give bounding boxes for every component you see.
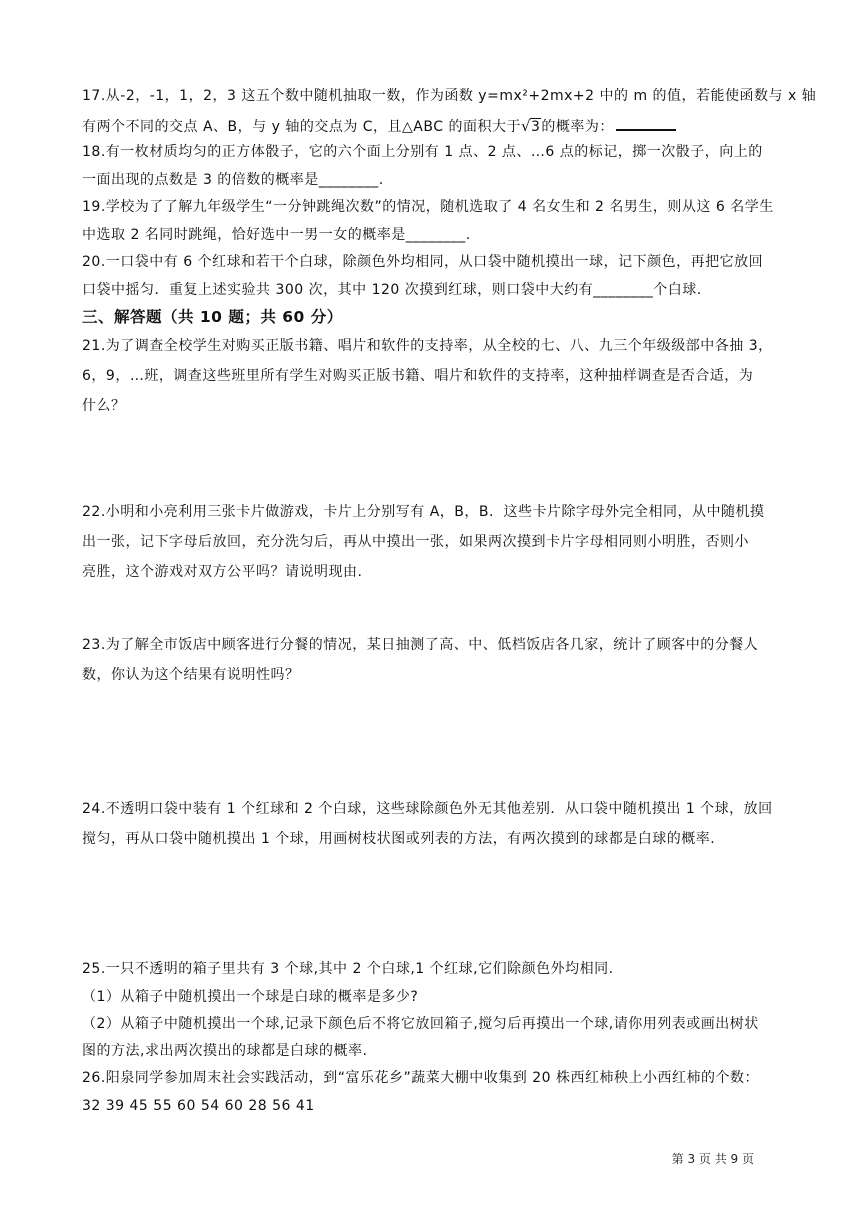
question-23-line-2: 数，你认为这个结果有说明性吗？: [82, 667, 300, 683]
question-21-line-2: 6，9，…班，调查这些班里所有学生对购买正版书籍、唱片和软件的支持率，这种抽样调查是否合适，为: [82, 368, 754, 384]
question-24-line-2: 搅匀，再从口袋中随机摸出 1 个球，用画树枝状图或列表的方法，有两次摸到的球都是白球的概率.: [82, 831, 716, 847]
question-17-line-2: [82, 115, 782, 137]
question-22-line-2: 出一张，记下字母后放回，充分洗匀后，再从中摸出一张，如果两次摸到卡片字母相同则小明胜，否则小: [82, 534, 749, 550]
page-number-footer: 第 3 页 共 9 页: [671, 1152, 754, 1166]
question-25-part-1: （1）从箱子中随机摸出一个球是白球的概率是多少?: [82, 989, 419, 1005]
question-19-line-1: 19.学校为了了解九年级学生“一分钟跳绳次数”的情况，随机选取了 4 名女生和 2 名男生，则从这 6 名学生: [82, 199, 774, 215]
question-26-line-1: 26.阳泉同学参加周末社会实践活动，到“富乐花乡”蔬菜大棚中收集到 20 株西红柿秧上小西红柿的个数：: [82, 1070, 759, 1086]
question-25-line-1: 25.一只不透明的箱子里共有 3 个球,其中 2 个白球,1 个红球,它们除颜色外均相同.: [82, 961, 614, 977]
question-21-line-3: 什么？: [82, 398, 126, 414]
sqrt-expression: [521, 117, 541, 137]
question-21-line-1: 21.为了调查全校学生对购买正版书籍、唱片和软件的支持率，从全校的七、八、九三个年级级部中各抽 3，: [82, 338, 773, 354]
sqrt-radicand: 3: [530, 119, 541, 135]
question-20-line-2: 口袋中摇匀．重复上述实验共 300 次，其中 120 次摸到红球，则口袋中大约有________个白球.: [82, 282, 702, 298]
question-17-text: 有两个不同的交点 A、B，与 y 轴的交点为 C，且△ABC 的面积大于: [82, 119, 521, 135]
question-18-line-2: 一面出现的点数是 3 的倍数的概率是________.: [82, 172, 384, 188]
question-25-part-2-cont: 图的方法,求出两次摸出的球都是白球的概率.: [82, 1043, 368, 1059]
section-heading: 三、解答题（共 10 题；共 60 分）: [82, 308, 343, 326]
question-20-line-1: 20.一口袋中有 6 个红球和若干个白球，除颜色外均相同，从口袋中随机摸出一球，记下颜色，再把它放回: [82, 254, 764, 270]
question-19-line-2: 中选取 2 名同时跳绳，恰好选中一男一女的概率是________.: [82, 227, 471, 243]
question-25-part-2: （2）从箱子中随机摸出一个球,记录下颜色后不将它放回箱子,搅匀后再摸出一个球,请你用列表或画出树状: [82, 1016, 759, 1032]
question-22-line-3: 亮胜，这个游戏对双方公平吗？请说明现由.: [82, 564, 363, 580]
question-17-text-end: 的概率为：: [541, 119, 614, 135]
question-23-line-1: 23.为了解全市饭店中顾客进行分餐的情况，某日抽测了高、中、低档饭店各几家，统计了顾客中的分餐人: [82, 637, 759, 653]
question-22-line-1: 22.小明和小亮利用三张卡片做游戏，卡片上分别写有 A，B，B．这些卡片除字母外完全相同，从中随机摸: [82, 504, 765, 520]
question-26-data: 32 39 45 55 60 54 60 28 56 41: [82, 1098, 315, 1114]
answer-blank: [616, 115, 676, 131]
question-24-line-1: 24.不透明口袋中装有 1 个红球和 2 个白球，这些球除颜色外无其他差别．从口袋中随机摸出 1 个球，放回: [82, 801, 773, 817]
question-18-line-1: 18.有一枚材质均匀的正方体骰子，它的六个面上分别有 1 点、2 点、…6 点的标记，掷一次骰子，向上的: [82, 144, 763, 160]
radical-sign-icon: √: [520, 117, 532, 135]
question-17-line-1: 17.从-2，-1，1，2，3 这五个数中随机抽取一数，作为函数 y=mx²+2mx+2 中的 m 的值，若能使函数与 x 轴: [82, 88, 817, 104]
